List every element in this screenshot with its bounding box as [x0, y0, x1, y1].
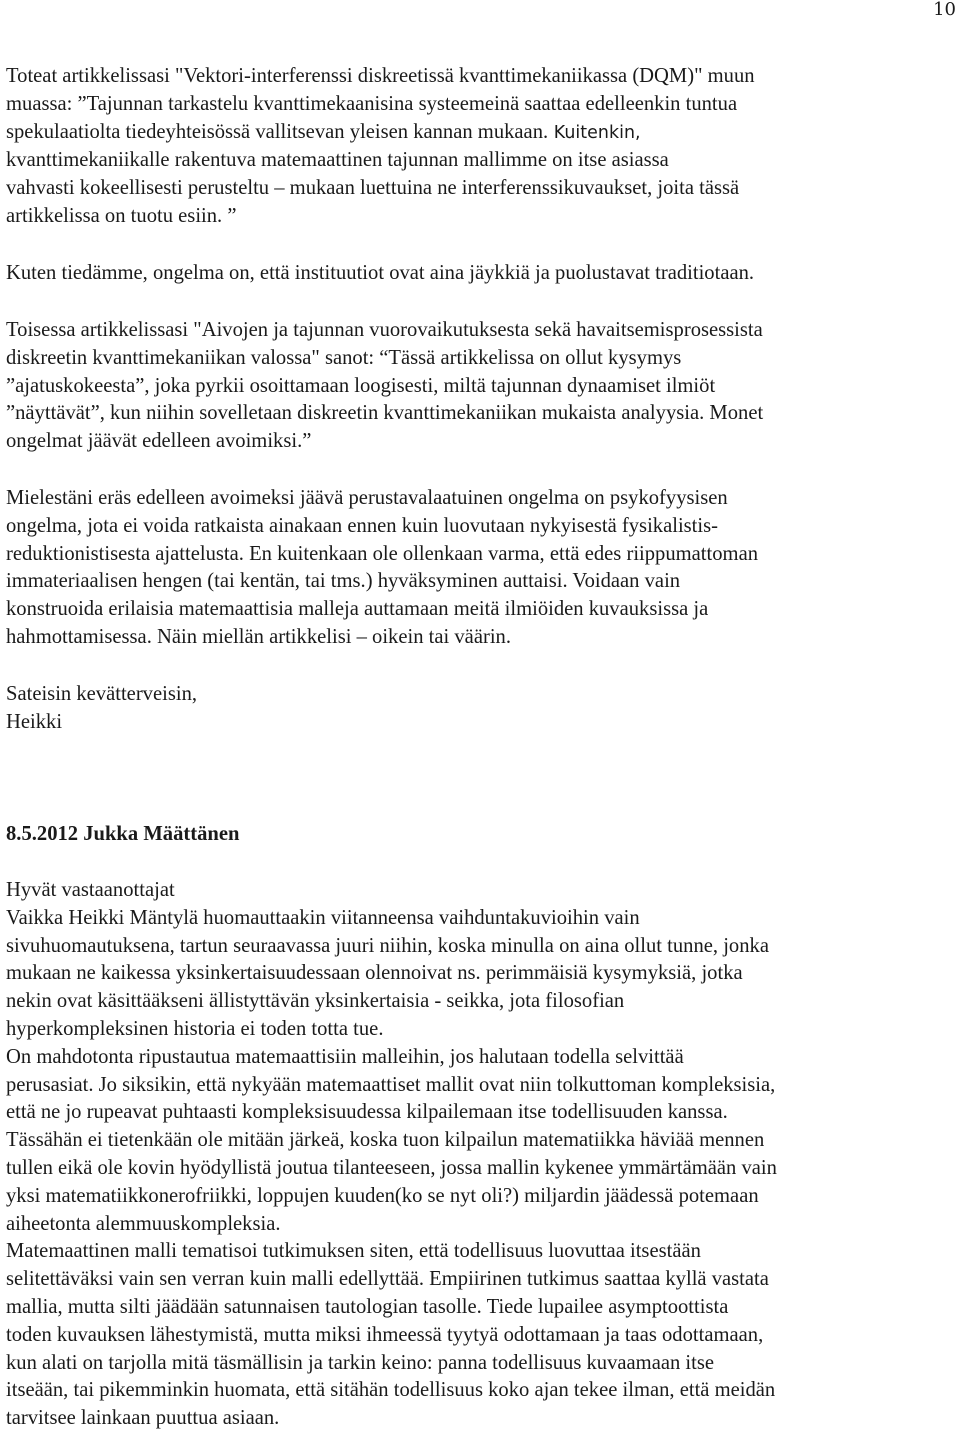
- text-line: toden kuvauksen lähestymistä, mutta miksi ihmeessä tyytyä odottamaan ja taas odottamaan,: [6, 1323, 764, 1346]
- text-line: yksi matematiikkonerofriikki, loppujen kuuden(ko se nyt oli?) miljardin jäädessä potemaan: [6, 1184, 759, 1207]
- text-line: vahvasti kokeellisesti perusteltu – mukaan luettuina ne interferenssikuvaukset, joita tässä: [6, 177, 740, 200]
- text-line: tullen eikä ole kovin hyödyllistä joutua tilanteeseen, jossa mallin kykenee ymmärtämään vain: [6, 1156, 777, 1179]
- text-line: perusasiat. Jo siksikin, että nykyään matemaattiset mallit ovat niin tolkuttoman kompleksisia,: [6, 1073, 776, 1096]
- text-span-sans: Kuitenkin,: [548, 122, 641, 143]
- text-line: Mielestäni eräs edelleen avoimeksi jäävä perustavalaatuinen ongelma on psykofyysisen: [6, 487, 728, 509]
- text-line: diskreetin kvanttimekaniikan valossa" sanot: “Tässä artikkelissa on ollut kysymys: [6, 346, 682, 369]
- text-line: muassa: ”Tajunnan tarkastelu kvanttimekaanisina systeemeinä saattaa edelleenkin tuntua: [6, 92, 738, 115]
- signature-name: Heikki: [6, 710, 63, 733]
- text-line: Matemaattinen malli tematisoi tutkimuksen siten, että todellisuus luovuttaa itsestään: [6, 1240, 701, 1263]
- text-line: ”ajatuskokeesta”, joka pyrkii osoittamaan loogisesti, miltä tajunnan dynaamiset ilmiöt: [6, 374, 716, 397]
- text-line: tarvitsee lainkaan puuttua asiaan.: [6, 1407, 280, 1430]
- text-line: On mahdotonta ripustautua matemaattisiin malleihin, jos halutaan todella selvittää: [6, 1045, 684, 1068]
- text-line: mukaan ne kaikessa yksinkertaisuudessaan olennoivat ns. perimmäisiä kysymyksiä, jotka: [6, 962, 743, 985]
- text-line: aiheetonta alemmuuskompleksia.: [6, 1212, 281, 1235]
- text-line: immateriaalisen hengen (tai kentän, tai tms.) hyväksyminen auttaisi. Voidaan vain: [6, 570, 681, 593]
- entry-body: [6, 877, 954, 1433]
- text-line: ”näyttävät”, kun niihin sovelletaan diskreetin kvanttimekaniikan mukaista analyysia. Monet: [6, 402, 764, 425]
- text-line: Vaikka Heikki Mäntylä huomauttaakin viitanneensa vaihduntakuvioihin vain: [6, 906, 640, 929]
- text-line: Kuten tiedämme, ongelma on, että instituutiot ovat aina jäykkiä ja puolustavat traditiotaan.: [6, 262, 755, 284]
- text-line: että ne jo rupeavat puhtaasti kompleksisuudessa kilpailemaan itse todellisuuden kanssa.: [6, 1101, 728, 1124]
- text-line: kun alati on tarjolla mitä täsmällisin ja tarkin keino: panna todellisuus kuvaamaan itse: [6, 1351, 715, 1374]
- text-line: hahmottamisessa. Näin miellän artikkelisi – oikein tai väärin.: [6, 625, 511, 648]
- signature-block: [6, 681, 954, 737]
- paragraph-psychophysical: [6, 485, 954, 652]
- text-line: artikkelissa on tuotu esiin. ”: [6, 204, 237, 227]
- text-line: [6, 119, 954, 148]
- text-line: itseään, tai pikemminkin huomata, että sitähän todellisuus koko ajan tekee ilman, että meidän: [6, 1379, 776, 1402]
- entry-heading: 8.5.2012 Jukka Määttänen: [6, 823, 240, 845]
- text-line: selitettäväksi vain sen verran kuin malli edellyttää. Empiirinen tutkimus saattaa kyllä vastata: [6, 1268, 769, 1291]
- closing-line: Sateisin kevätterveisin,: [6, 683, 198, 705]
- text-line: Tässähän ei tietenkään ole mitään järkeä, koska tuon kilpailun matematiikka häviää mennen: [6, 1129, 765, 1152]
- text-line: Toteat artikkelissasi "Vektori-interferenssi diskreetissä kvanttimekaniikassa (DQM)" muun: [6, 65, 755, 87]
- text-line: nekin ovat käsittääkseni ällistyttävän yksinkertaisia - seikka, jota filosofian: [6, 990, 625, 1013]
- paragraph-institutions: [6, 260, 954, 288]
- text-line: konstruoida erilaisia matemaattisia malleja auttamaan meitä ilmiöiden kuvauksissa ja: [6, 598, 709, 621]
- text-line: mallia, mutta silti jäädään satunnaisen tautologian tasolle. Tiede lupailee asymptoottista: [6, 1295, 729, 1318]
- text-line: sivuhuomautuksena, tartun seuraavassa juuri niihin, koska minulla on aina ollut tunne, jonka: [6, 934, 769, 957]
- text-line: ongelmat jäävät edelleen avoimiksi.”: [6, 430, 312, 453]
- text-line: Toisessa artikkelissasi "Aivojen ja tajunnan vuorovaikutuksesta sekä havaitsemisprosessista: [6, 319, 763, 341]
- paragraph-quote-aivojen: [6, 317, 954, 456]
- text-span: spekulaatiolta tiedeyhteisössä vallitsevan yleisen kannan mukaan.: [6, 120, 549, 143]
- page-number: 10: [933, 0, 956, 20]
- text-line: hyperkompleksinen historia ei toden totta tue.: [6, 1017, 384, 1040]
- text-line: ongelma, jota ei voida ratkaista ainakaan ennen kuin luovutaan nykyisestä fysikalistis-: [6, 514, 719, 537]
- text-line: kvanttimekaniikalle rakentuva matemaattinen tajunnan mallimme on itse asiassa: [6, 149, 669, 172]
- paragraph-quote-vektori: [6, 63, 954, 231]
- text-line: Hyvät vastaanottajat: [6, 879, 175, 901]
- text-line: reduktionistisesta ajattelusta. En kuitenkaan ole ollenkaan varma, että edes riippumattoman: [6, 542, 759, 565]
